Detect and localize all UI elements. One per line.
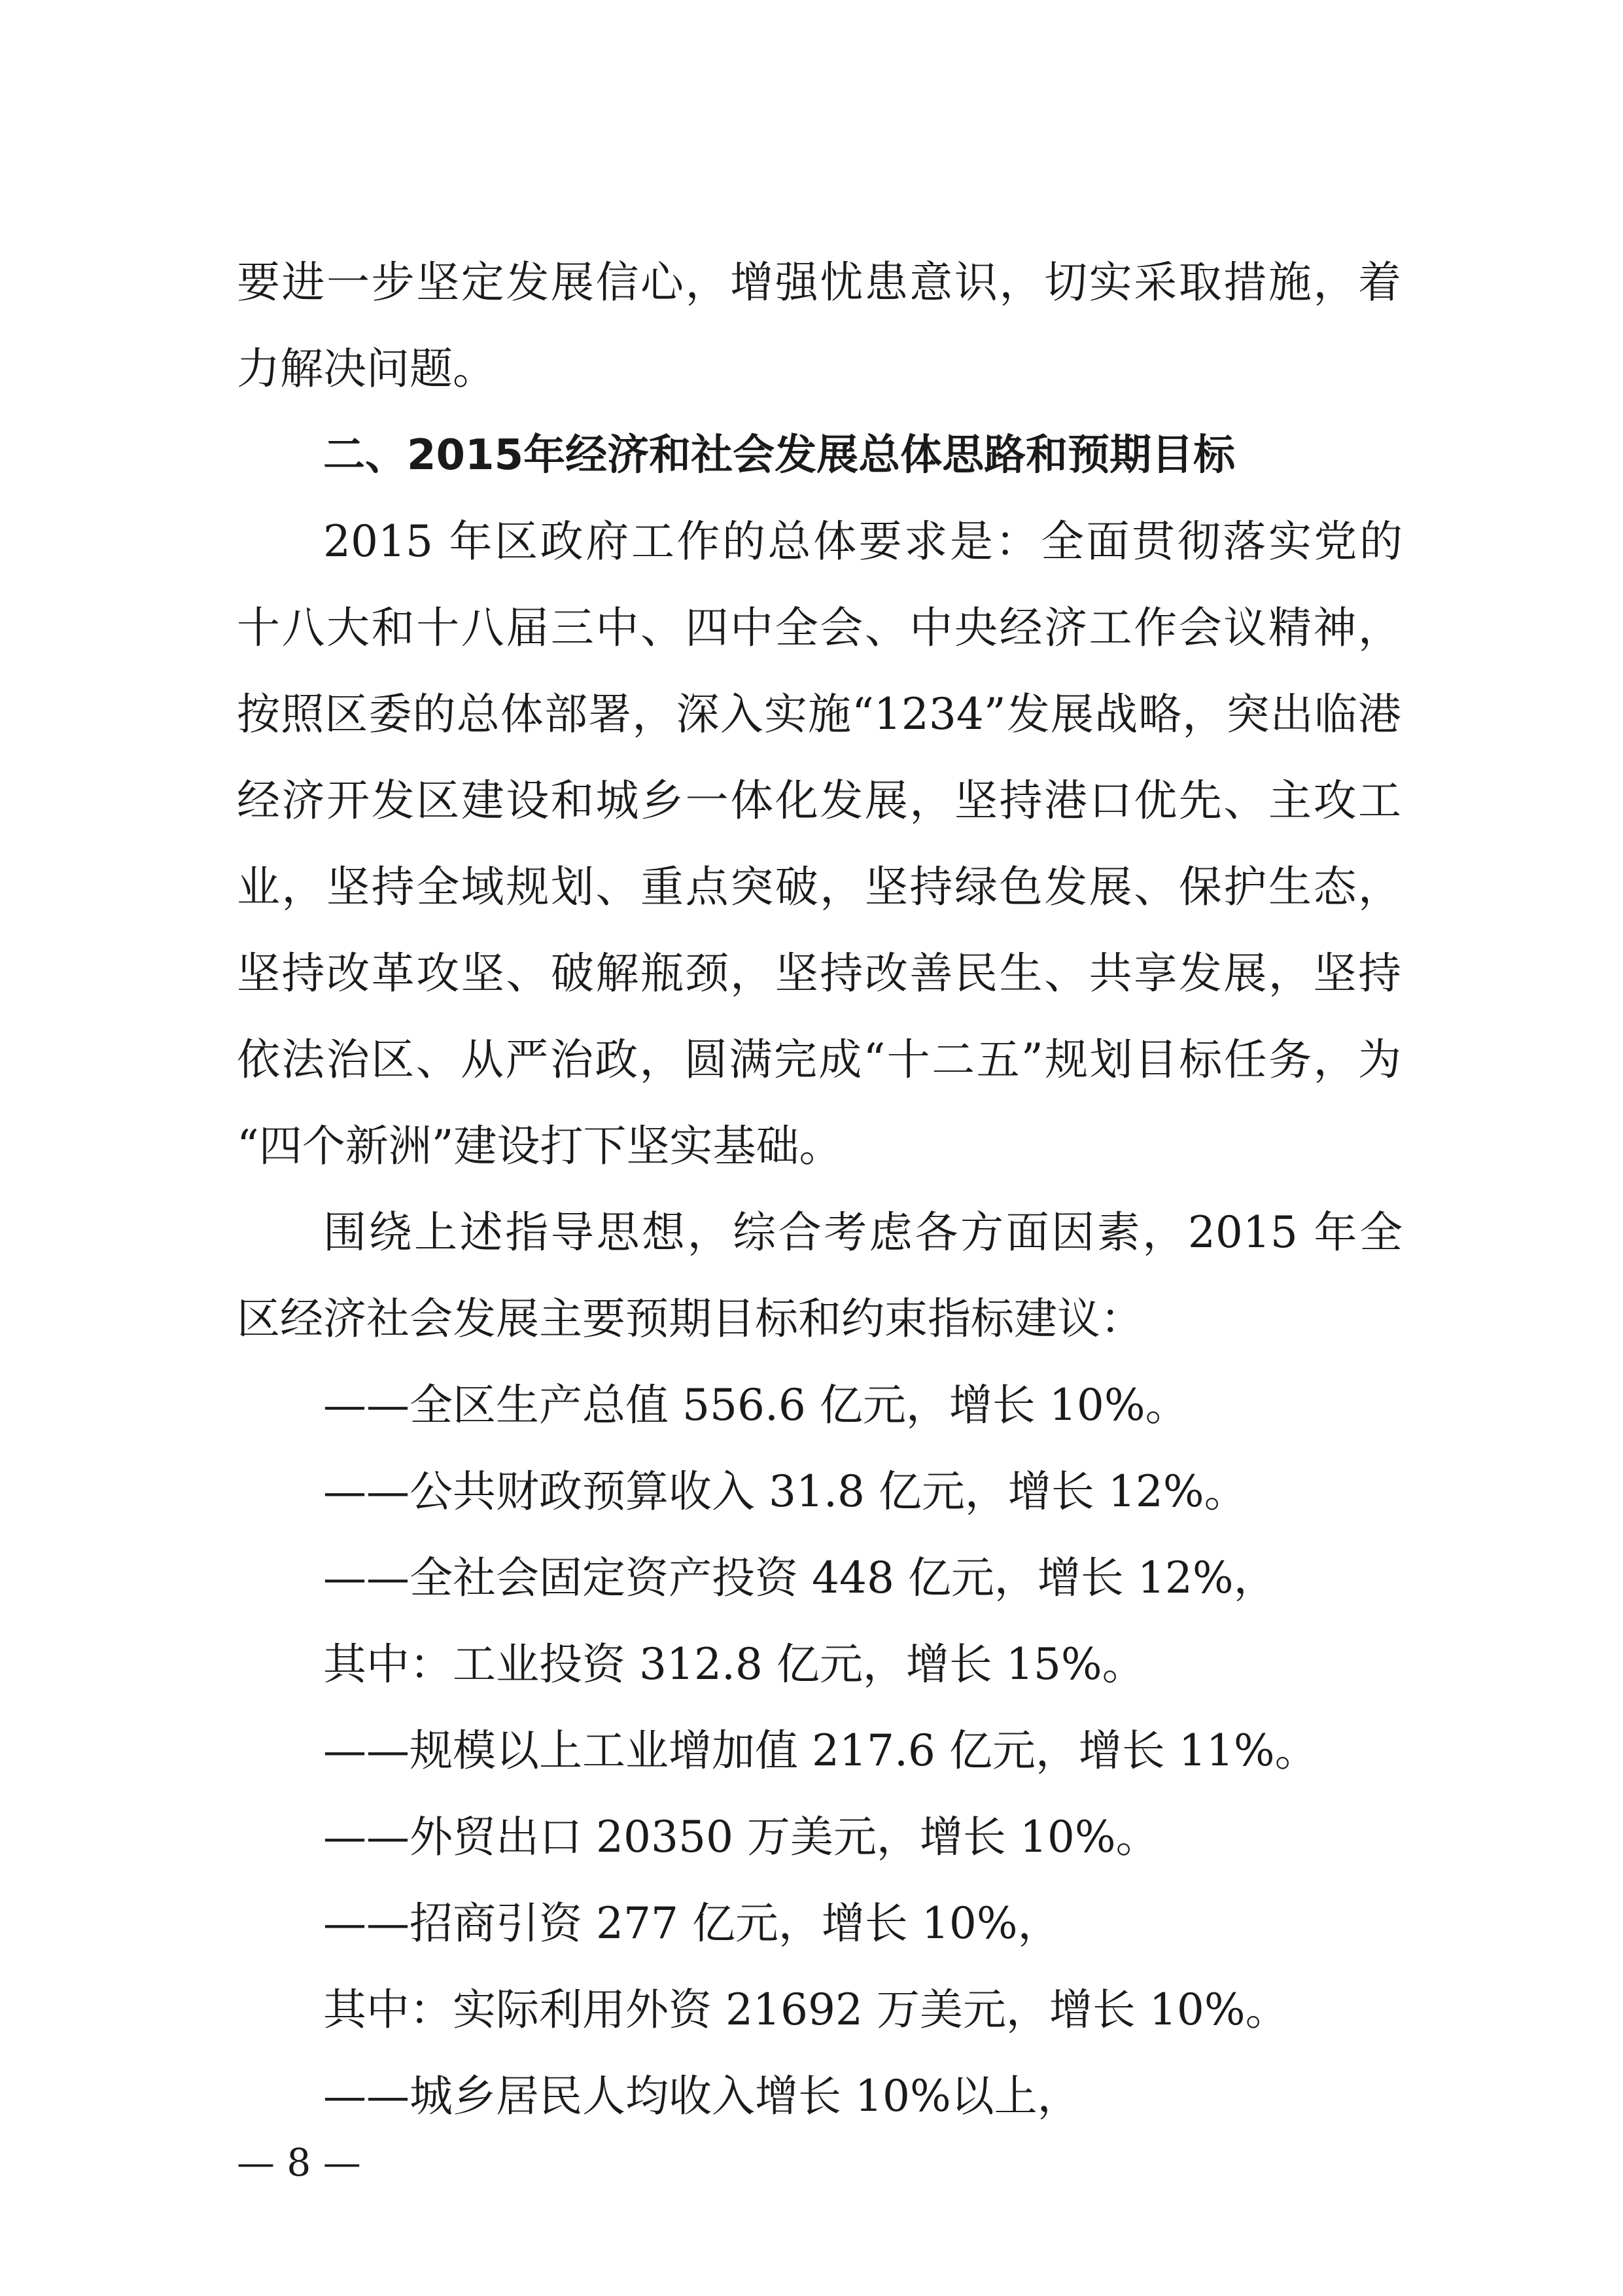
target-item: ——全区生产总值 556.6 亿元，增长 10%。 bbox=[323, 1380, 1189, 1430]
target-item: ——规模以上工业增加值 217.6 亿元，增长 11%。 bbox=[323, 1725, 1318, 1776]
body-text-line: 按照区委的总体部署，深入实施“1234”发展战略，突出临港 bbox=[237, 689, 1401, 739]
body-text-line: 围绕上述指导思想，综合考虑各方面因素，2015 年全 bbox=[323, 1207, 1403, 1258]
target-item: ——城乡居民人均收入增长 10%以上， bbox=[323, 2071, 1081, 2121]
body-text-line: 要进一步坚定发展信心，增强忧患意识，切实采取措施，着 bbox=[237, 257, 1401, 308]
body-text-line: 业，坚持全域规划、重点突破，坚持绿色发展、保护生态， bbox=[237, 862, 1401, 912]
body-text-line: 十八大和十八届三中、四中全会、中央经济工作会议精神， bbox=[237, 603, 1401, 653]
target-item: 其中：实际利用外资 21692 万美元，增长 10%。 bbox=[323, 1985, 1289, 2035]
body-text-line: 区经济社会发展主要预期目标和约束指标建议： bbox=[237, 1294, 1143, 1344]
target-item: 其中：工业投资 312.8 亿元，增长 15%。 bbox=[323, 1639, 1145, 1689]
body-text-line: 力解决问题。 bbox=[237, 344, 496, 394]
target-item: ——公共财政预算收入 31.8 亿元，增长 12%。 bbox=[323, 1466, 1248, 1517]
section-heading: 二、2015年经济和社会发展总体思路和预期目标 bbox=[323, 431, 1236, 480]
body-text-line: 坚持改革攻坚、破解瓶颈，坚持改善民生、共享发展，坚持 bbox=[237, 948, 1401, 998]
target-item: ——外贸出口 20350 万美元，增长 10%。 bbox=[323, 1812, 1159, 1862]
body-text-line: 2015 年区政府工作的总体要求是：全面贯彻落实党的 bbox=[323, 516, 1403, 567]
page-number: — 8 — bbox=[237, 2140, 361, 2185]
target-item: ——全社会固定资产投资 448 亿元，增长 12%， bbox=[323, 1553, 1277, 1603]
body-text-line: 依法治区、从严治政，圆满完成“十二五”规划目标任务，为 bbox=[237, 1034, 1401, 1085]
body-text-line: 经济开发区建设和城乡一体化发展，坚持港口优先、主攻工 bbox=[237, 775, 1401, 826]
target-item: ——招商引资 277 亿元，增长 10%， bbox=[323, 1898, 1061, 1949]
body-text-line: “四个新洲”建设打下坚实基础。 bbox=[237, 1121, 843, 1171]
